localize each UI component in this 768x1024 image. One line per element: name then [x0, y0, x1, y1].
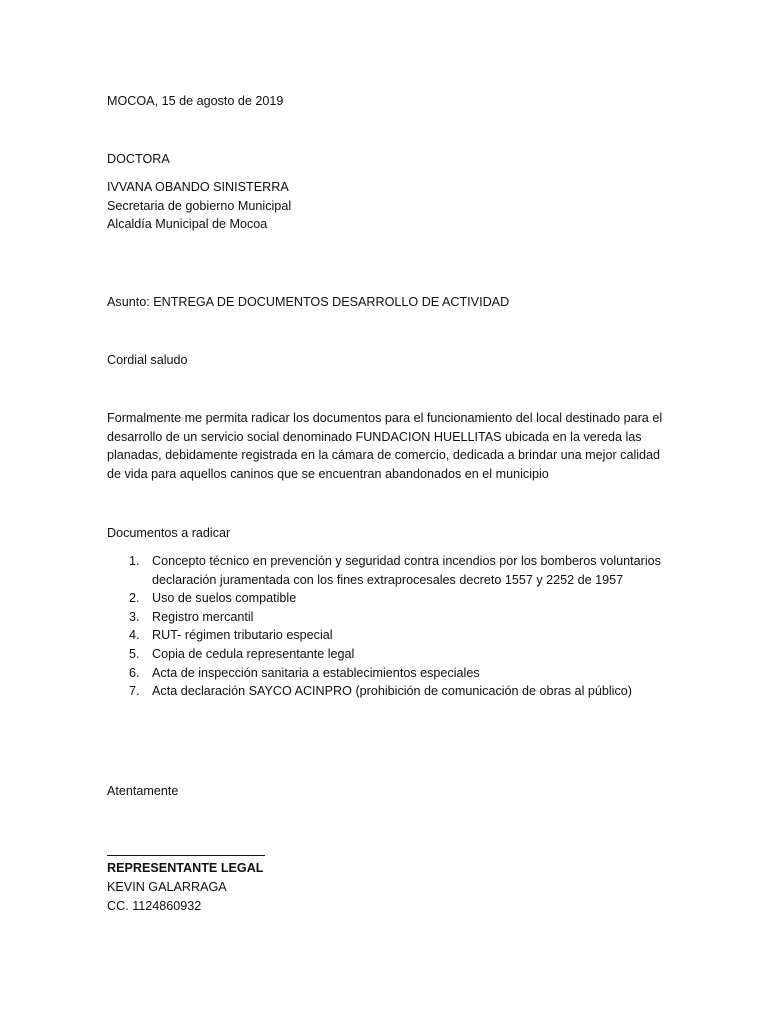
- letter-subject: Asunto: ENTREGA DE DOCUMENTOS DESARROLLO DE ACTIVIDAD: [107, 295, 510, 309]
- recipient-name: IVVANA OBANDO SINISTERRA: [107, 180, 289, 194]
- list-item-number: 2.: [129, 591, 140, 606]
- list-item-number: 6.: [129, 665, 140, 680]
- list-item-text: Concepto técnico en prevención y seguridad contra incendios por los bomberos voluntarios declaración juramentada con los fines extraprocesales decreto 1557 y 2252 de 1957: [152, 554, 661, 587]
- list-item: [107, 682, 667, 701]
- documents-heading: Documentos a radicar: [107, 526, 231, 540]
- documents-list: [107, 552, 667, 701]
- list-item-number: 7.: [129, 684, 140, 699]
- letter-greeting: Cordial saludo: [107, 353, 188, 367]
- list-item: [107, 608, 667, 627]
- list-item-number: 4.: [129, 628, 140, 643]
- list-item-number: 1.: [129, 554, 140, 568]
- list-item-text: RUT- régimen tributario especial: [152, 628, 333, 643]
- list-item: [107, 664, 667, 683]
- list-item-text: Acta de inspección sanitaria a establecimientos especiales: [152, 665, 480, 680]
- recipient-position: Secretaria de gobierno Municipal: [107, 198, 292, 213]
- signature-line: [107, 855, 265, 856]
- signature-id: CC. 1124860932: [107, 899, 202, 913]
- list-item: [107, 552, 667, 589]
- signature-name: KEVIN GALARRAGA: [107, 880, 227, 894]
- salutation-title: DOCTORA: [107, 152, 170, 166]
- recipient-block: [107, 178, 291, 234]
- signature-role: REPRESENTANTE LEGAL: [107, 861, 264, 875]
- list-item-number: 3.: [129, 609, 140, 624]
- body-paragraph: Formalmente me permita radicar los documentos para el funcionamiento del local destinado para el desarrollo de un servicio social denominado FUNDACION HUELLITAS ubicada en la vereda las planadas, debidamente registrada en la cámara de comercio, dedicada a brindar una mejor calidad de vida para aquellos caninos que se encuentran abandonados en el municipio: [107, 411, 663, 481]
- letter-closing: Atentamente: [107, 784, 179, 798]
- list-item-text: Acta declaración SAYCO ACINPRO (prohibición de comunicación de obras al público): [152, 684, 632, 699]
- list-item-number: 5.: [129, 646, 140, 661]
- list-item: [107, 589, 667, 608]
- list-item-text: Registro mercantil: [152, 609, 254, 624]
- list-item-text: Copia de cedula representante legal: [152, 646, 355, 661]
- list-item: [107, 626, 667, 645]
- list-item: [107, 645, 667, 664]
- letter-date: MOCOA, 15 de agosto de 2019: [107, 94, 284, 108]
- list-item-text: Uso de suelos compatible: [152, 591, 297, 606]
- recipient-institution: Alcaldía Municipal de Mocoa: [107, 217, 268, 232]
